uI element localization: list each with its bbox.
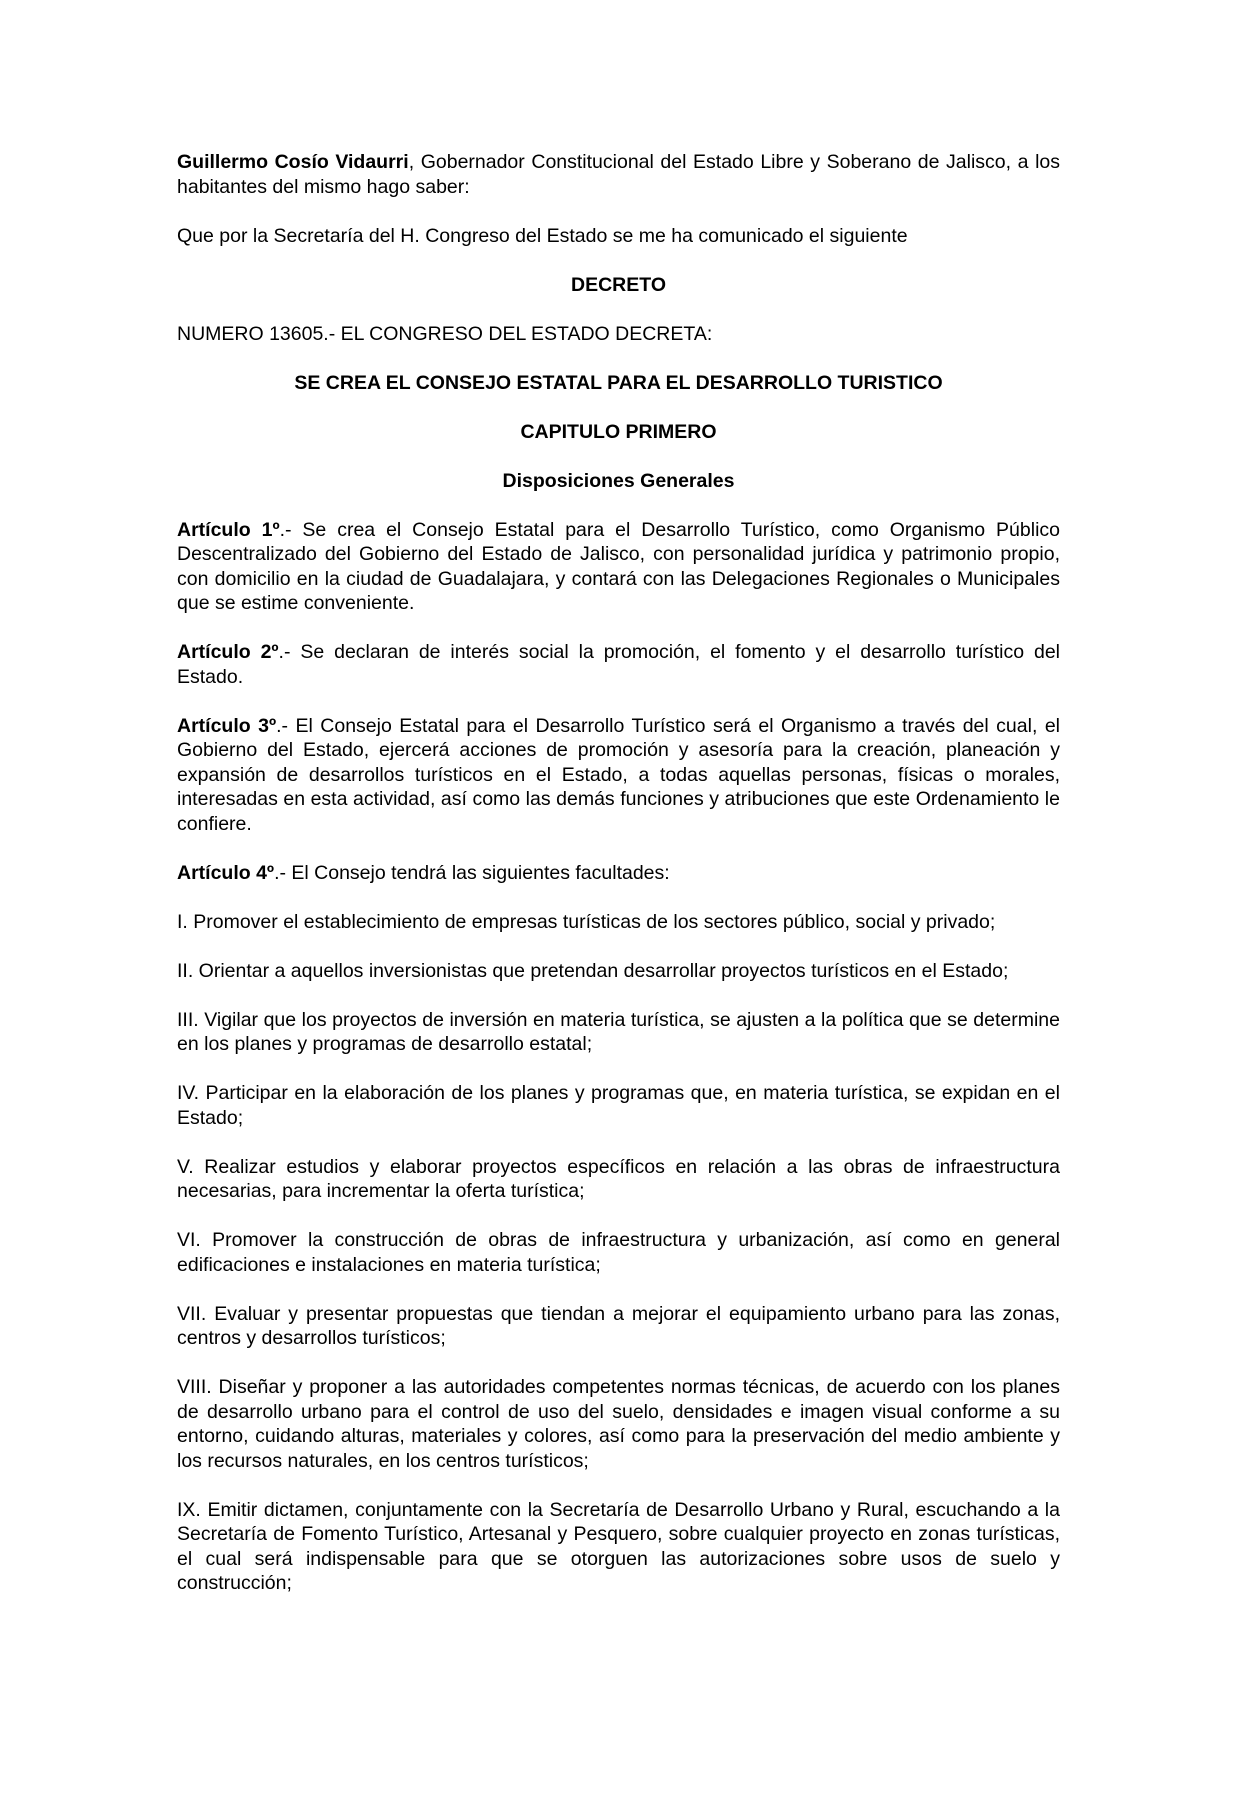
article-label: Artículo 1º [177, 518, 280, 541]
article-3 [177, 714, 1060, 837]
faculty-item: VI. Promover la construcción de obras de infraestructura y urbanización, así como en general edificaciones e instalaciones en materia turística; [177, 1229, 1060, 1276]
article-text: .- Se declaran de interés social la promoción, el fomento y el desarrollo turístico del Estado. [177, 641, 1060, 688]
article-text: .- Se crea el Consejo Estatal para el Desarrollo Turístico, como Organismo Público Descentralizado del Gobierno del Estado de Jalisco, con personalidad jurídica y patrimonio propio, con domicilio en la ciudad de Guadalajara, y contará con las Delegaciones Regionales o Municipales que se estime conveniente. [177, 518, 1060, 614]
article-2 [177, 640, 1060, 689]
faculty-item: VIII. Diseñar y proponer a las autoridades competentes normas técnicas, de acuerdo con los planes de desarrollo urbano para el control de uso del suelo, densidades e imagen visual conforme a su entorno, cuidando alturas, materiales y colores, así como para la preservación del medio ambiente y los recursos naturales, en los centros turísticos; [177, 1376, 1060, 1472]
article-4 [177, 861, 1060, 886]
article-label: Artículo 3º [177, 714, 277, 737]
article-text: .- El Consejo Estatal para el Desarrollo Turístico será el Organismo a través del cual, el Gobierno del Estado, ejercerá acciones de promoción y asesoría para la creación, planeación y expansión de desarrollos turísticos en el Estado, a todas aquellas personas, físicas o morales, interesadas en esta actividad, así como las demás funciones y atribuciones que este Ordenamiento le confiere. [177, 714, 1060, 835]
faculty-item: V. Realizar estudios y elaborar proyectos específicos en relación a las obras de infraestructura necesarias, para incrementar la oferta turística; [177, 1155, 1060, 1202]
faculty-item: II. Orientar a aquellos inversionistas que pretendan desarrollar proyectos turísticos en el Estado; [177, 959, 1009, 982]
intro-text: , Gobernador Constitucional del Estado Libre y Soberano de Jalisco, a los habitantes del mismo hago saber: [177, 151, 1061, 198]
faculty-item: VII. Evaluar y presentar propuestas que tiendan a mejorar el equipamiento urbano para las zonas, centros y desarrollos turísticos; [177, 1302, 1060, 1349]
faculty-item: I. Promover el establecimiento de empresas turísticas de los sectores público, social y privado; [177, 910, 996, 933]
faculty-item: III. Vigilar que los proyectos de inversión en materia turística, se ajusten a la política que se determine en los planes y programas de desarrollo estatal; [177, 1008, 1060, 1055]
article-label: Artículo 2º [177, 641, 279, 663]
article-1 [177, 518, 1060, 616]
heading-decreto: DECRETO [571, 273, 666, 296]
governor-name: Guillermo Cosío Vidaurri [177, 151, 409, 173]
document-page [177, 150, 1060, 1620]
section-heading: Disposiciones Generales [502, 469, 735, 492]
chapter-heading: CAPITULO PRIMERO [520, 420, 717, 443]
article-text: .- El Consejo tendrá las siguientes facultades: [274, 861, 670, 884]
faculty-item: IV. Participar en la elaboración de los planes y programas que, en materia turística, se expidan en el Estado; [177, 1082, 1060, 1129]
article-label: Artículo 4º [177, 861, 275, 884]
intro-paragraph [177, 150, 1060, 199]
decree-number: NUMERO 13605.- EL CONGRESO DEL ESTADO DECRETA: [177, 322, 713, 345]
decree-title: SE CREA EL CONSEJO ESTATAL PARA EL DESARROLLO TURISTICO [294, 371, 943, 394]
communication-paragraph: Que por la Secretaría del H. Congreso del Estado se me ha comunicado el siguiente [177, 224, 908, 247]
faculty-item: IX. Emitir dictamen, conjuntamente con la Secretaría de Desarrollo Urbano y Rural, escuchando a la Secretaría de Fomento Turístico, Artesanal y Pesquero, sobre cualquier proyecto en zonas turísticas, el cual será indispensable para que se otorguen las autorizaciones sobre usos de suelo y construcción; [177, 1498, 1060, 1594]
